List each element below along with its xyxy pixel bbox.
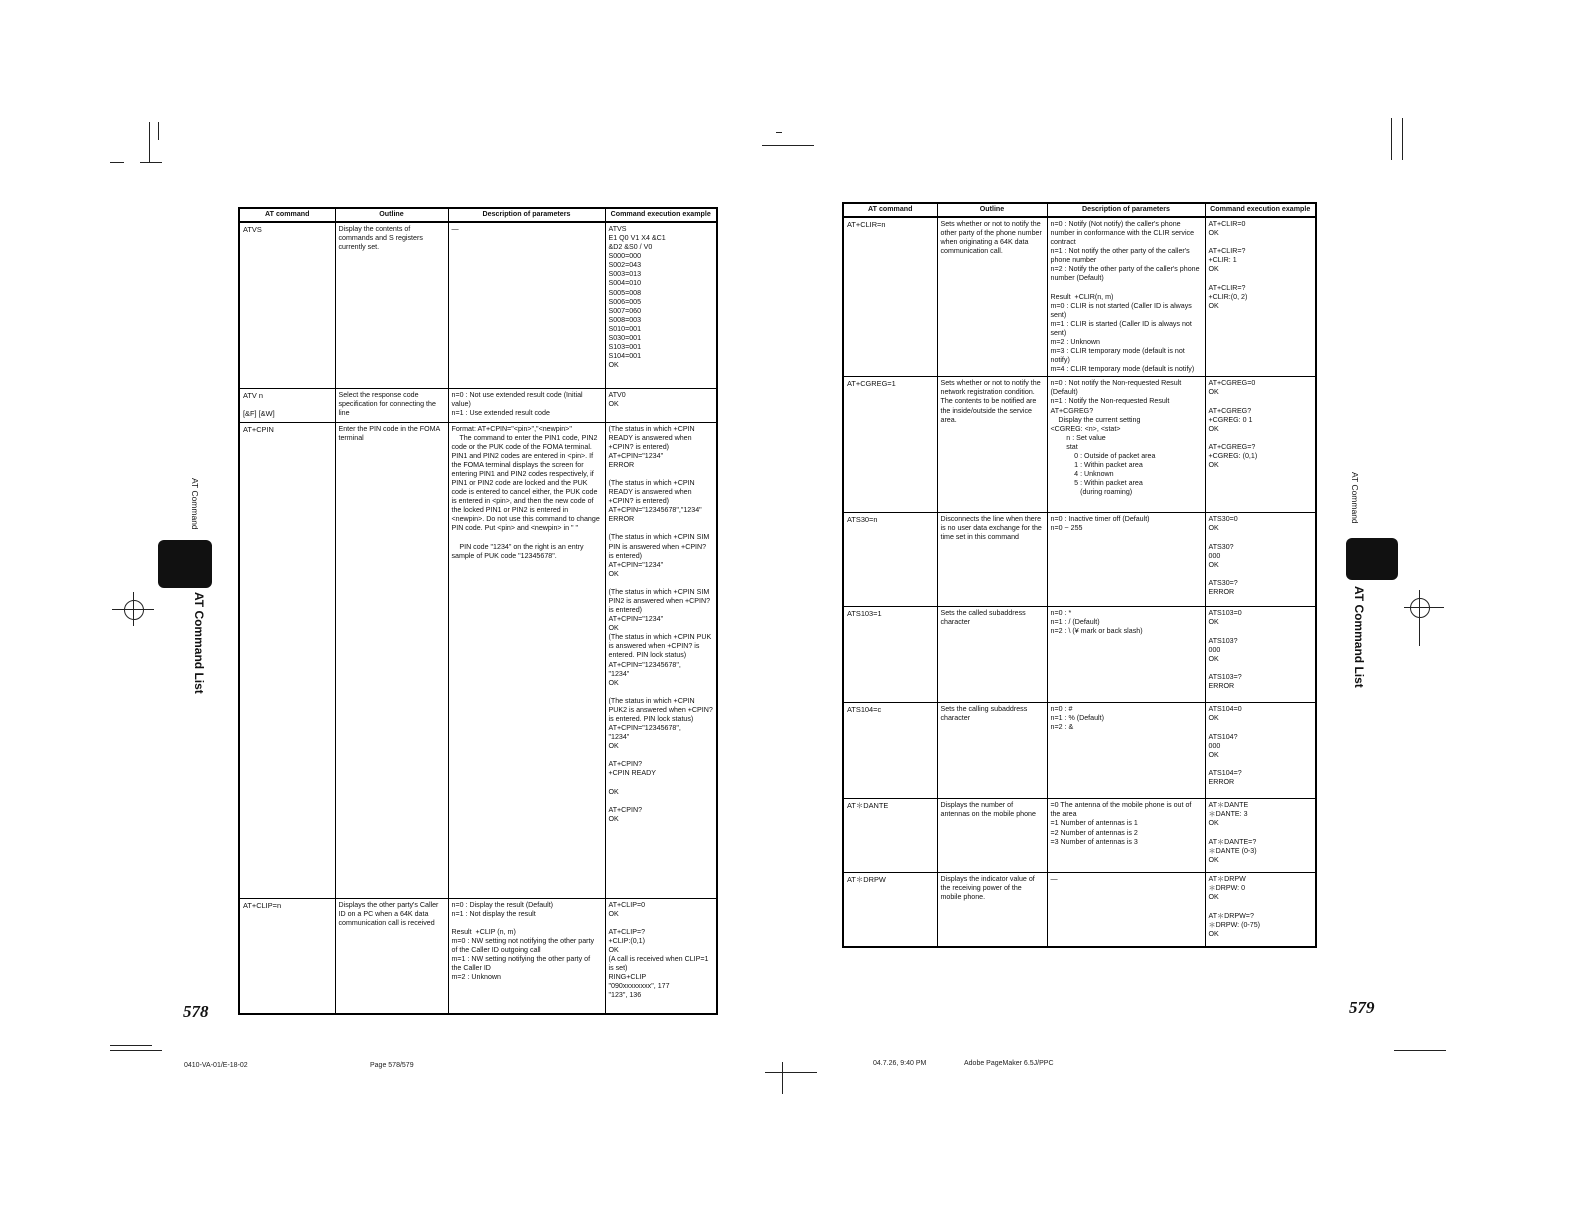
registration-mark-right: [1410, 598, 1430, 618]
outline-cell: Sets the calling subaddress character: [937, 703, 1047, 799]
header-example: Command execution example: [1205, 203, 1316, 217]
outline-cell: Sets the called subaddress character: [937, 607, 1047, 703]
description-cell: n=0 : Not notify the Non-requested Result (Default) n=1 : Notify the Non-requested Result AT+CGREG? Display the current setting <CGREG: <n>, <stat> n : Set value stat 0 : Outside of packet area 1 : Within packet area 4 : Unknown 5 : Within packet area (during roaming): [1047, 377, 1205, 513]
side-tab: [1346, 538, 1398, 580]
command-cell: AT＊DANTE: [843, 799, 937, 873]
example-cell: AT＊DANTE ＊DANTE: 3 OK AT＊DANTE=? ＊DANTE (0-3) OK: [1205, 799, 1316, 873]
crop-mark: [158, 122, 159, 140]
crop-mark: [1404, 607, 1444, 608]
header-outline: Outline: [335, 208, 448, 222]
example-cell: ATV0 OK: [605, 388, 717, 422]
at-command-table-left: [238, 207, 718, 1015]
registration-mark-left: [124, 600, 144, 620]
table-row: [239, 422, 717, 898]
crop-mark: [776, 132, 782, 133]
description-cell: n=0 : * n=1 : / (Default) n=2 : \ (¥ mark or back slash): [1047, 607, 1205, 703]
outline-cell: Select the response code specification for connecting the line: [335, 388, 448, 422]
example-cell: ATS104=0 OK ATS104? 000 OK ATS104=? ERROR: [1205, 703, 1316, 799]
command-cell: ATS104=c: [843, 703, 937, 799]
side-label-small: AT Command: [190, 478, 200, 530]
header-at-command: AT command: [843, 203, 937, 217]
example-cell: AT+CLIR=0 OK AT+CLIR=? +CLIR: 1 OK AT+CLIR=? +CLIR:(0, 2) OK: [1205, 217, 1316, 377]
example-cell: AT+CGREG=0 OK AT+CGREG? +CGREG: 0 1 OK AT+CGREG=? +CGREG: (0,1) OK: [1205, 377, 1316, 513]
example-cell: (The status in which +CPIN READY is answered when +CPIN? is entered) AT+CPIN="1234" ERROR (The status in which +CPIN READY is answered when +CPIN? is entered) AT+CPIN="12345678","1234" ERROR (The status in which +CPIN SIM PIN is answered when +CPIN? is entered) AT+CPIN="1234" OK (The status in which +CPIN SIM PIN2 is answered when +CPIN? is entered) AT+CPIN="1234" OK (The status in which +CPIN PUK is answered when +CPIN? is entered. PIN lock status) AT+CPIN="12345678", "1234" OK (The status in which +CPIN PUK2 is answered when +CPIN? is entered. PIN lock status) AT+CPIN="12345678", "1234" OK AT+CPIN? +CPIN READY OK AT+CPIN? OK: [605, 422, 717, 898]
outline-cell: Displays the indicator value of the receiving power of the mobile phone.: [937, 873, 1047, 947]
command-cell: ATS30=n: [843, 513, 937, 607]
crop-mark: [782, 1062, 783, 1094]
outline-cell: Enter the PIN code in the FOMA terminal: [335, 422, 448, 898]
outline-cell: Displays the number of antennas on the mobile phone: [937, 799, 1047, 873]
command-cell: AT＊DRPW: [843, 873, 937, 947]
command-cell: AT+CGREG=1: [843, 377, 937, 513]
header-description: Description of parameters: [448, 208, 605, 222]
table-row: [843, 873, 1316, 947]
description-cell: —: [448, 222, 605, 388]
example-cell: ATS103=0 OK ATS103? 000 OK ATS103=? ERROR: [1205, 607, 1316, 703]
command-cell: AT+CLIR=n: [843, 217, 937, 377]
command-cell: AT+CPIN: [239, 422, 335, 898]
description-cell: =0 The antenna of the mobile phone is out of the area =1 Number of antennas is 1 =2 Number of antennas is 2 =3 Number of antennas is 3: [1047, 799, 1205, 873]
outline-cell: Sets whether or not to notify the network registration condition. The contents to be notified are the inside/outside the service area.: [937, 377, 1047, 513]
description-cell: n=0 : Notify (Not notify) the caller's phone number in conformance with the CLIR service contract n=1 : Not notify the other party of the caller's phone number n=2 : Notify the other party of the caller's phone number (Default) Result +CLIR(n, m) m=0 : CLIR is not started (Caller ID is always sent) m=1 : CLIR is started (Caller ID is always not sent) m=2 : Unknown m=3 : CLIR temporary mode (default is not notify) m=4 : CLIR temporary mode (default is notify): [1047, 217, 1205, 377]
description-cell: Format: AT+CPIN="<pin>","<newpin>" The command to enter the PIN1 code, PIN2 code or the PUK code of the FOMA terminal. PIN1 and PIN2 codes are entered in <pin>. If the FOMA terminal displays the screen for entering PIN1 and PIN2 codes respectively, if PIN1 or PIN2 code are locked and the PUK code is entered to cancel either, the PUK code is entered in <pin>, and then the new code of the locked PIN1 or PIN2 is entered in <newpin>. Do not use this command to change PIN code. Put <pin> and <newpin> in " " PIN code "1234" on the right is an entry sample of PUK code "12345678".: [448, 422, 605, 898]
command-cell: AT+CLIP=n: [239, 898, 335, 1014]
outline-cell: Disconnects the line when there is no user data exchange for the time set in this command: [937, 513, 1047, 607]
outline-cell: Display the contents of commands and S registers currently set.: [335, 222, 448, 388]
table-row: [843, 377, 1316, 513]
at-command-table-right: [842, 202, 1317, 948]
description-cell: —: [1047, 873, 1205, 947]
example-cell: ATVS E1 Q0 V1 X4 &C1 &D2 &S0 / V0 S000=000 S002=043 S003=013 S004=010 S005=008 S006=005 S007=060 S008=003 S010=001 S030=001 S103=001 S104=001 OK: [605, 222, 717, 388]
table-row: [843, 513, 1316, 607]
footer-file-code: 0410-VA-01/E-18-02: [184, 1062, 248, 1069]
command-cell: ATS103=1: [843, 607, 937, 703]
example-cell: AT+CLIP=0 OK AT+CLIP=? +CLIP:(0,1) OK (A call is received when CLIP=1 is set) RING+CLIP "090xxxxxxxx", 177 "123", 136: [605, 898, 717, 1014]
footer-timestamp: 04.7.26, 9:40 PM: [873, 1060, 927, 1067]
page-number-right: 579: [1349, 998, 1375, 1017]
table-row: [843, 799, 1316, 873]
table-row: [843, 607, 1316, 703]
crop-mark: [762, 145, 814, 146]
header-example: Command execution example: [605, 208, 717, 222]
crop-mark: [110, 1050, 162, 1051]
example-cell: ATS30=0 OK ATS30? 000 OK ATS30=? ERROR: [1205, 513, 1316, 607]
command-cell: ATV n [&F] [&W]: [239, 388, 335, 422]
crop-mark: [110, 1045, 152, 1046]
header-outline: Outline: [937, 203, 1047, 217]
table-row: [239, 388, 717, 422]
page-number-left: 578: [183, 1002, 209, 1021]
table-header-row: [843, 203, 1316, 217]
header-at-command: AT command: [239, 208, 335, 222]
command-cell: ATVS: [239, 222, 335, 388]
crop-mark: [133, 592, 134, 626]
outline-cell: Sets whether or not to notify the other party of the phone number when originating a 64K data communication call.: [937, 217, 1047, 377]
description-cell: n=0 : Not use extended result code (Initial value) n=1 : Use extended result code: [448, 388, 605, 422]
table-row: [843, 217, 1316, 377]
crop-mark: [1419, 590, 1420, 646]
side-label-large: AT Command List: [192, 592, 206, 694]
header-description: Description of parameters: [1047, 203, 1205, 217]
side-tab: [158, 540, 212, 588]
crop-mark: [149, 122, 150, 162]
crop-mark: [1391, 118, 1392, 160]
table-row: [239, 898, 717, 1014]
crop-mark: [110, 162, 124, 163]
table-row: [843, 703, 1316, 799]
footer-page-range: Page 578/579: [370, 1062, 414, 1069]
footer-application: Adobe PageMaker 6.5J/PPC: [964, 1060, 1054, 1067]
description-cell: n=0 : Display the result (Default) n=1 : Not display the result Result +CLIP (n, m) m=0 : NW setting not notifying the other party of the Caller ID outgoing call m=1 : NW setting notifying the other party of the Caller ID m=2 : Unknown: [448, 898, 605, 1014]
outline-cell: Displays the other party's Caller ID on a PC when a 64K data communication call is received: [335, 898, 448, 1014]
crop-mark: [140, 162, 162, 163]
table-header-row: [239, 208, 717, 222]
description-cell: n=0 : Inactive timer off (Default) n=0 ~ 255: [1047, 513, 1205, 607]
table-row: [239, 222, 717, 388]
crop-mark: [1402, 118, 1403, 160]
crop-mark: [765, 1072, 817, 1073]
side-label-large: AT Command List: [1352, 586, 1366, 688]
description-cell: n=0 : # n=1 : % (Default) n=2 : &: [1047, 703, 1205, 799]
side-label-small: AT Command: [1350, 472, 1360, 524]
example-cell: AT＊DRPW ＊DRPW: 0 OK AT＊DRPW=? ＊DRPW: (0-75) OK: [1205, 873, 1316, 947]
crop-mark: [1394, 1050, 1446, 1051]
